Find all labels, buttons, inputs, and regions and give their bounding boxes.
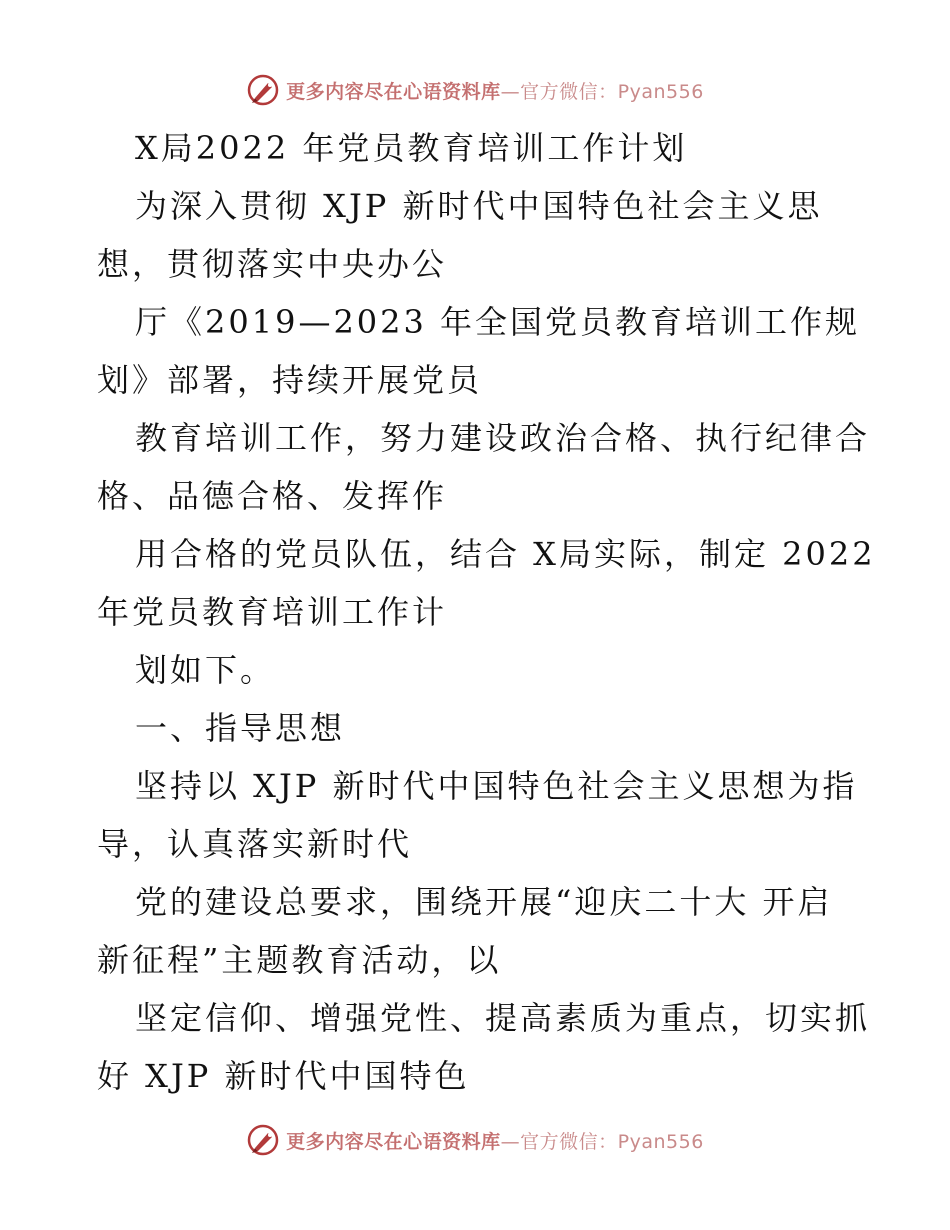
- paragraph-line: 导，认真落实新时代: [97, 825, 413, 863]
- watermark-text: [286, 77, 704, 104]
- paragraph-line: 教育培训工作，努力建设政治合格、执行纪律合: [135, 419, 871, 457]
- paragraph-line: 坚定信仰、增强党性、提高素质为重点，切实抓: [135, 999, 871, 1037]
- paragraph-line: 党的建设总要求，围绕开展“迎庆二十大 开启: [135, 883, 833, 921]
- paragraph-line: 用合格的党员队伍，结合 X局实际，制定 2022: [135, 535, 876, 573]
- paragraph-line: 厅《2019—2023 年全国党员教育培训工作规: [135, 303, 861, 341]
- paragraph-line: 坚持以 XJP 新时代中国特色社会主义思想为指: [135, 767, 858, 805]
- paragraph-line: 年党员教育培训工作计: [97, 593, 448, 631]
- paragraph-line: 格、品德合格、发挥作: [97, 477, 448, 515]
- header-watermark: [0, 70, 950, 110]
- paragraph-line: 划》部署，持续开展党员: [97, 361, 483, 399]
- watermark-brand: 更多内容尽在心语资料库: [286, 1130, 501, 1153]
- paragraph-line: 新征程”主题教育活动，以: [97, 941, 502, 979]
- paragraph-line: 为深入贯彻 XJP 新时代中国特色社会主义思: [135, 187, 823, 225]
- paragraph-line: 想，贯彻落实中央办公: [97, 245, 448, 283]
- paragraph-line: 划如下。: [135, 651, 276, 689]
- watermark-contact: —官方微信：Pyan556: [500, 1130, 704, 1153]
- pen-nib-logo-icon: [246, 73, 280, 107]
- watermark-contact: —官方微信：Pyan556: [500, 80, 704, 103]
- document-title: X局2022 年党员教育培训工作计划: [135, 129, 688, 167]
- section-heading: 一、指导思想: [135, 709, 346, 747]
- watermark-text: [286, 1127, 704, 1154]
- paragraph-line: 好 XJP 新时代中国特色: [97, 1057, 470, 1095]
- footer-watermark: [0, 1120, 950, 1160]
- watermark-brand: 更多内容尽在心语资料库: [286, 80, 501, 103]
- pen-nib-logo-icon: [246, 1123, 280, 1157]
